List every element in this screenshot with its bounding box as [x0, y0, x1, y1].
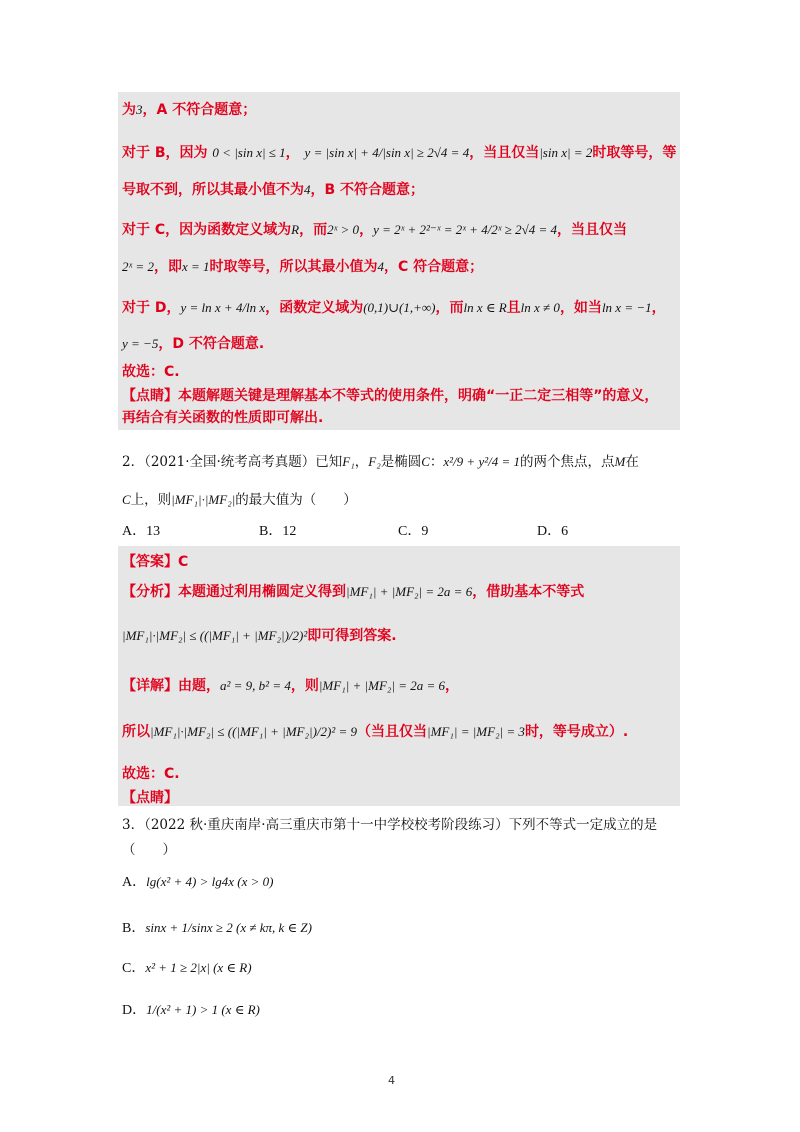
sol2-choose: 故选：C.: [122, 766, 180, 782]
sol1-dianjing-2: 再结合有关函数的性质即可解出.: [122, 410, 324, 426]
sol2-analysis-2: |MF₁|·|MF₂| ≤ ((|MF₁| + |MF₂|)/2)²即可得到答案.: [122, 628, 397, 644]
q2-option-a: A．13: [122, 524, 161, 539]
q2-line-1: 2．（2021·全国·统考高考真题）已知F₁，F₂是椭圆C：x²/9 + y²/4 = 1的两个焦点，点M在: [122, 454, 639, 470]
sol1-line-6: 对于 D，y = ln x + 4/ln x，函数定义域为(0,1)∪(1,+∞)，而ln x ∈ R且ln x ≠ 0，如当ln x = −1，: [122, 300, 666, 316]
sol2-detail-2: 所以|MF₁|·|MF₂| ≤ ((|MF₁| + |MF₂|)/2)² = 9（当且仅当|MF₁| = |MF₂| = 3时，等号成立）.: [122, 724, 629, 740]
sol1-line-2: 对于 B，因为 0 < |sin x| ≤ 1， y = |sin x| + 4/|sin x| ≥ 2√4 = 4，当且仅当|sin x| = 2时取等号，等: [122, 145, 677, 161]
q2-option-c: C．9: [398, 524, 429, 539]
q2-line-2: C上，则|MF₁|·|MF₂|的最大值为（ ）: [122, 492, 357, 508]
sol2-detail-1: 【详解】由题，a² = 9, b² = 4，则|MF₁| + |MF₂| = 2a = 6，: [122, 678, 460, 694]
sol2-answer: 【答案】C: [122, 554, 189, 570]
q3-option-d: D．1/(x² + 1) > 1 (x ∈ R): [122, 1002, 260, 1018]
sol1-line-4: 对于 C，因为函数定义域为R，而2ˣ > 0，y = 2ˣ + 2²⁻ˣ = 2ˣ + 4/2ˣ ≥ 2√4 = 4，当且仅当: [122, 222, 628, 238]
q2-option-d: D．6: [537, 524, 569, 539]
q3-line-1: 3．（2022 秋·重庆南岸·高三重庆市第十一中学校校考阶段练习）下列不等式一定成立的是: [122, 817, 658, 833]
q3-option-c: C．x² + 1 ≥ 2|x| (x ∈ R): [122, 960, 252, 976]
sol2-dianjing: 【点睛】: [122, 790, 178, 806]
sol1-line-3: 号取不到，所以其最小值不为4，B 不符合题意；: [122, 182, 425, 198]
q3-option-b: B．sinx + 1/sinx ≥ 2 (x ≠ kπ, k ∈ Z): [122, 920, 312, 936]
q3-option-a: A．lg(x² + 4) > lg4x (x > 0): [122, 874, 274, 890]
sol2-analysis-1: 【分析】本题通过利用椭圆定义得到|MF₁| + |MF₂| = 2a = 6，借助基本不等式: [122, 584, 585, 600]
q2-option-b: B．12: [259, 524, 297, 539]
sol1-line-1: 为3，A 不符合题意；: [122, 102, 257, 118]
sol1-dianjing-1: 【点睛】本题解题关键是理解基本不等式的使用条件，明确“一正二定三相等”的意义，: [122, 388, 659, 404]
sol1-line-5: 2ˣ = 2，即x = 1时取等号，所以其最小值为4，C 符合题意；: [122, 259, 484, 275]
sol1-line-7: y = −5，D 不符合题意.: [122, 336, 265, 352]
q3-line-2: （ ）: [122, 842, 176, 858]
page-number: 4: [388, 1074, 395, 1087]
sol1-choose: 故选：C.: [122, 364, 180, 380]
